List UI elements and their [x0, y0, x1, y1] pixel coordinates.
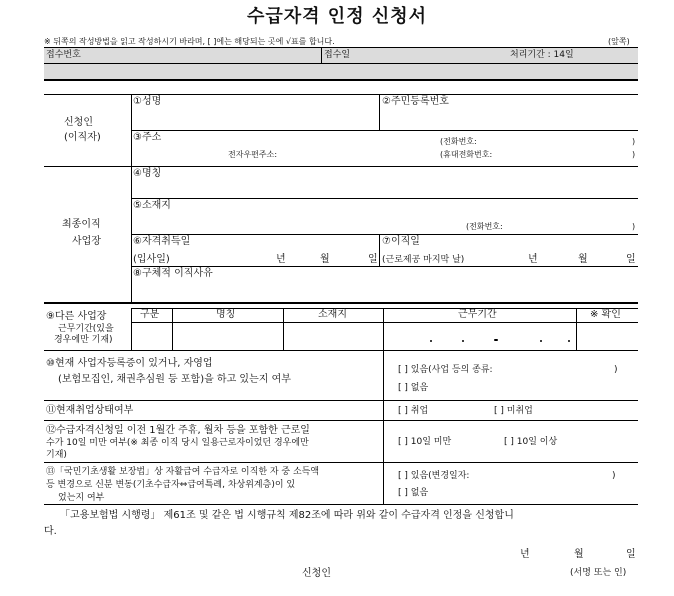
- workplace-section-sublabel: 사업장: [72, 236, 101, 247]
- applicant-section-sublabel: (이직자): [64, 132, 101, 143]
- hire-date-label: (입사일): [133, 254, 170, 265]
- acquired-date-label: ⑥자격취득일: [133, 236, 191, 247]
- hire-year-label: 년: [276, 254, 286, 265]
- q10-label-2: (보험모집인, 채권추심원 등 포함)을 하고 있는지 여부: [58, 374, 291, 385]
- q10-option-yes[interactable]: [ ] 있음(사업 등의 종류:: [398, 365, 493, 375]
- leave-reason-label: ⑧구체적 이직사유: [133, 268, 213, 279]
- q12-option-over[interactable]: [ ] 10일 이상: [504, 437, 558, 447]
- receipt-date-label: 접수일: [324, 50, 351, 60]
- applicant-rrn-label: ②주민등록번호: [382, 96, 449, 107]
- q10-option-yes-close: ): [614, 365, 618, 375]
- workplace-phone-close: ): [632, 222, 636, 231]
- last-workday-label: (근로제공 마지막 날): [382, 255, 465, 265]
- period-dot: [568, 340, 570, 342]
- leave-year-label: 년: [528, 254, 538, 265]
- hire-month-label: 월: [320, 254, 330, 265]
- other-work-label-3: 경우에만 기재): [54, 335, 113, 345]
- applicant-phone-label: (전화번호:: [440, 137, 477, 146]
- applicant-mobile-close: ): [632, 150, 636, 159]
- q12-option-under[interactable]: [ ] 10일 미만: [398, 437, 452, 447]
- col-location: 소재지: [318, 309, 347, 320]
- q13-label-2: 등 변경으로 신분 변동(기초수급자⇔급여특례, 차상위계층)이 있: [46, 480, 296, 490]
- front-side-note: (앞쪽): [608, 37, 630, 46]
- leave-date-label: ⑦이직일: [382, 236, 420, 247]
- period-dot: [430, 340, 432, 342]
- period-dot: [462, 340, 464, 342]
- processing-period: 처리기간 : 14일: [510, 50, 574, 60]
- col-type: 구분: [140, 309, 160, 320]
- q13-label-3: 었는지 여부: [58, 493, 105, 503]
- declaration-text: 「고용보험법 시행령」 제61조 및 같은 법 시행규칙 제82조에 따라 위와 같이 수급자격 인정을 신청합니: [60, 510, 514, 521]
- instruction-text: ※ 뒤쪽의 작성방법을 읽고 작성하시기 바라며, [ ]에는 해당되는 곳에 √표를 합니다.: [44, 37, 335, 46]
- q12-label-2: 수가 10일 미만 여부(※ 최종 이직 당시 일용근로자이었던 경우에만: [46, 438, 309, 448]
- leave-month-label: 월: [578, 254, 588, 265]
- q11-option-employed[interactable]: [ ] 취업: [398, 406, 429, 416]
- declaration-text-2: 다.: [44, 526, 57, 537]
- workplace-name-label: ④명칭: [133, 168, 162, 179]
- applicant-signature-label: 신청인: [302, 568, 331, 579]
- q13-option-yes[interactable]: [ ] 있음(변경일자:: [398, 471, 470, 481]
- applicant-email-label: 전자우편주소:: [228, 150, 278, 159]
- q10-option-no[interactable]: [ ] 없음: [398, 383, 429, 393]
- date-day-label: 일: [626, 549, 636, 560]
- q13-label: ⑬「국민기초생활 보장법」상 자활급여 수급자로 이직한 자 중 소득액: [46, 467, 320, 477]
- workplace-phone-label: (전화번호:: [466, 222, 503, 231]
- applicant-name-label: ①성명: [133, 96, 162, 107]
- q13-option-no[interactable]: [ ] 없음: [398, 488, 429, 498]
- date-month-label: 월: [574, 549, 584, 560]
- q11-label: ⑪현재취업상태여부: [46, 405, 134, 416]
- q12-label: ⑫수급자격신청일 이전 1월간 주휴, 월차 등을 포함한 근로일: [46, 425, 310, 436]
- applicant-address-label: ③주소: [133, 132, 162, 143]
- q13-option-yes-close: ): [612, 471, 616, 481]
- period-dot: [540, 340, 542, 342]
- leave-day-label: 일: [626, 254, 636, 265]
- applicant-section-label: 신청인: [64, 117, 93, 128]
- q10-label: ⑩현재 사업자등록증이 있거나, 자영업: [46, 358, 213, 369]
- other-work-label: ⑨다른 사업장: [46, 311, 107, 322]
- col-period: 근무기간: [458, 309, 497, 320]
- signature-or-seal[interactable]: (서명 또는 인): [570, 568, 627, 578]
- applicant-mobile-label: (휴대전화번호:: [440, 150, 493, 159]
- workplace-section-label: 최종이직: [62, 219, 101, 230]
- workplace-location-label: ⑤소재지: [133, 200, 171, 211]
- applicant-phone-close: ): [632, 137, 636, 146]
- hire-day-label: 일: [368, 254, 378, 265]
- col-check: ※ 확인: [590, 309, 621, 320]
- receipt-number-label: 접수번호: [46, 50, 81, 60]
- form-title: 수급자격 인정 신청서: [246, 6, 428, 27]
- q11-option-unemployed[interactable]: [ ] 미취업: [494, 406, 533, 416]
- q12-label-3: 기재): [46, 450, 67, 460]
- period-dot: [494, 339, 498, 341]
- other-work-label-2: 근무기간(있을: [58, 324, 114, 334]
- date-year-label: 년: [520, 549, 530, 560]
- col-name: 명칭: [216, 309, 236, 320]
